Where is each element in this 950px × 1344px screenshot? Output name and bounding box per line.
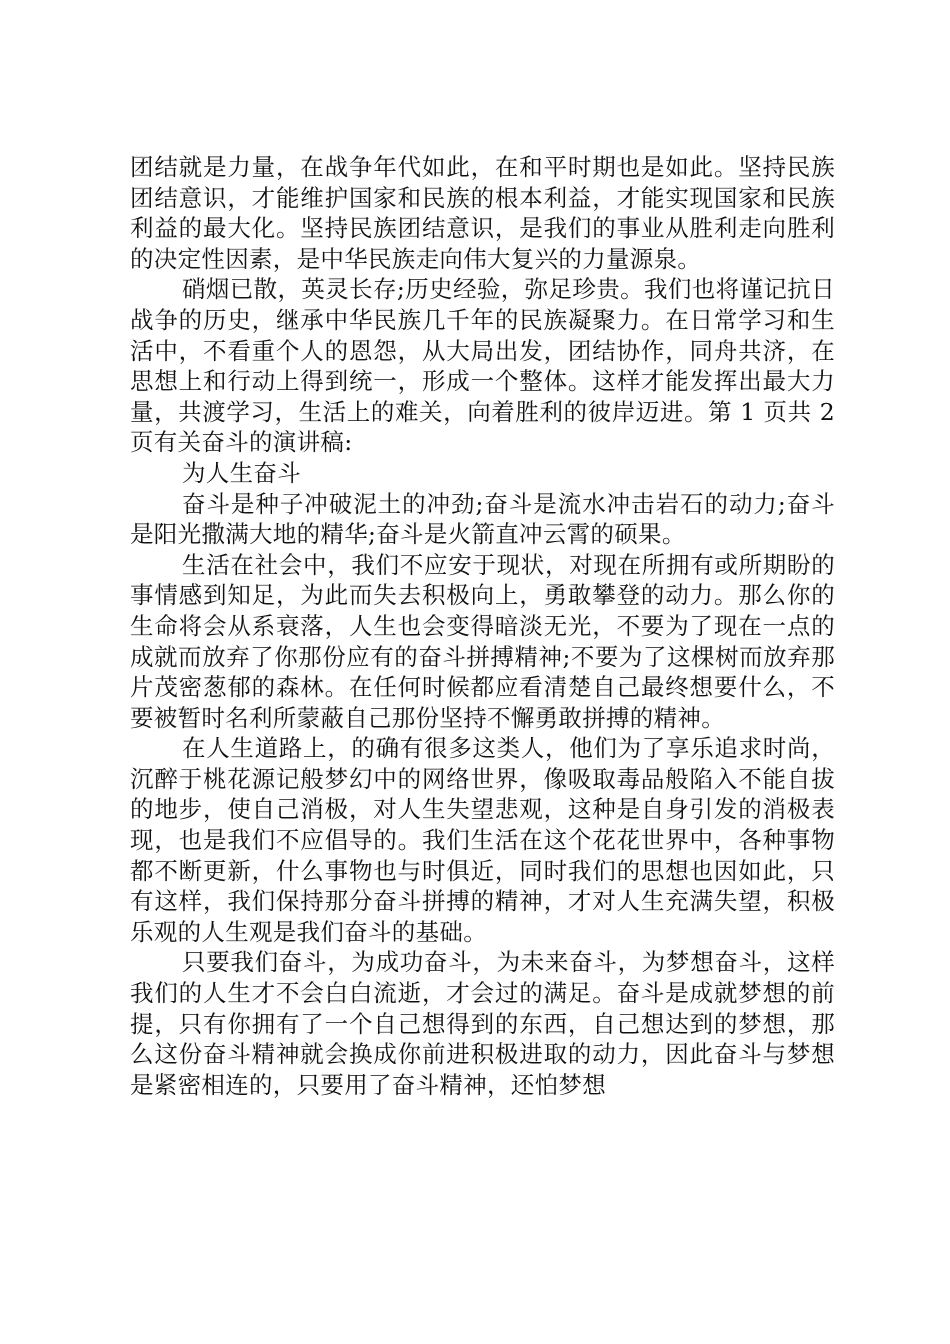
paragraph-history: 硝烟已散，英灵长存;历史经验，弥足珍贵。我们也将谨记抗日战争的历史，继承中华民族几千年的民族凝聚力。在日常学习和生活中，不看重个人的恩怨，从大局出发，团结协作，同舟共济，在思想上和行动上得到统一，形成一个整体。这样才能发挥出最大力量，共渡学习，生活上的难关，向着胜利的彼岸迈进。第 1 页共 2 页有关奋斗的演讲稿: bbox=[130, 275, 835, 457]
speech-title: 为人生奋斗 bbox=[182, 458, 301, 487]
paragraph-dream: 只要我们奋斗，为成功奋斗，为未来奋斗，为梦想奋斗，这样我们的人生才不会白白流逝，才会过的满足。奋斗是成就梦想的前提，只有你拥有了一个自己想得到的东西，自己想达到的梦想，那么这份奋斗精神就会换成你前进积极进取的动力，因此奋斗与梦想是紧密相连的，只要用了奋斗精神，还怕梦想 bbox=[130, 948, 835, 1099]
paragraph-unity: 团结就是力量，在战争年代如此，在和平时期也是如此。坚持民族团结意识，才能维护国家和民族的根本利益，才能实现国家和民族利益的最大化。坚持民族团结意识，是我们的事业从胜利走向胜利的决定性因素，是中华民族走向伟大复兴的力量源泉。 bbox=[130, 153, 835, 273]
paragraph-definition: 奋斗是种子冲破泥土的冲劲;奋斗是流水冲击岩石的动力;奋斗是阳光撒满大地的精华;奋斗是火箭直冲云霄的硕果。 bbox=[130, 489, 835, 549]
document-body bbox=[130, 152, 835, 1100]
paragraph-life-road: 在人生道路上，的确有很多这类人，他们为了享乐追求时尚，沉醉于桃花源记般梦幻中的网络世界，像吸取毒品般陷入不能自拔的地步，使自己消极，对人生失望悲观，这种是自身引发的消极表现，也是我们不应倡导的。我们生活在这个花花世界中，各种事物都不断更新，什么事物也与时俱近，同时我们的思想也因如此，只有这样，我们保持那分奋斗拼搏的精神，才对人生充满失望，积极乐观的人生观是我们奋斗的基础。 bbox=[130, 734, 835, 946]
paragraph-society: 生活在社会中，我们不应安于现状，对现在所拥有或所期盼的事情感到知足，为此而失去积极向上，勇敢攀登的动力。那么你的生命将会从系衰落，人生也会变得暗淡无光，不要为了现在一点的成就而放弃了你那份应有的奋斗拼搏精神;不要为了这棵树而放弃那片茂密葱郁的森林。在任何时候都应看清楚自己最终想要什么，不要被暂时名利所蒙蔽自己那份坚持不懈勇敢拼搏的精神。 bbox=[130, 550, 835, 732]
